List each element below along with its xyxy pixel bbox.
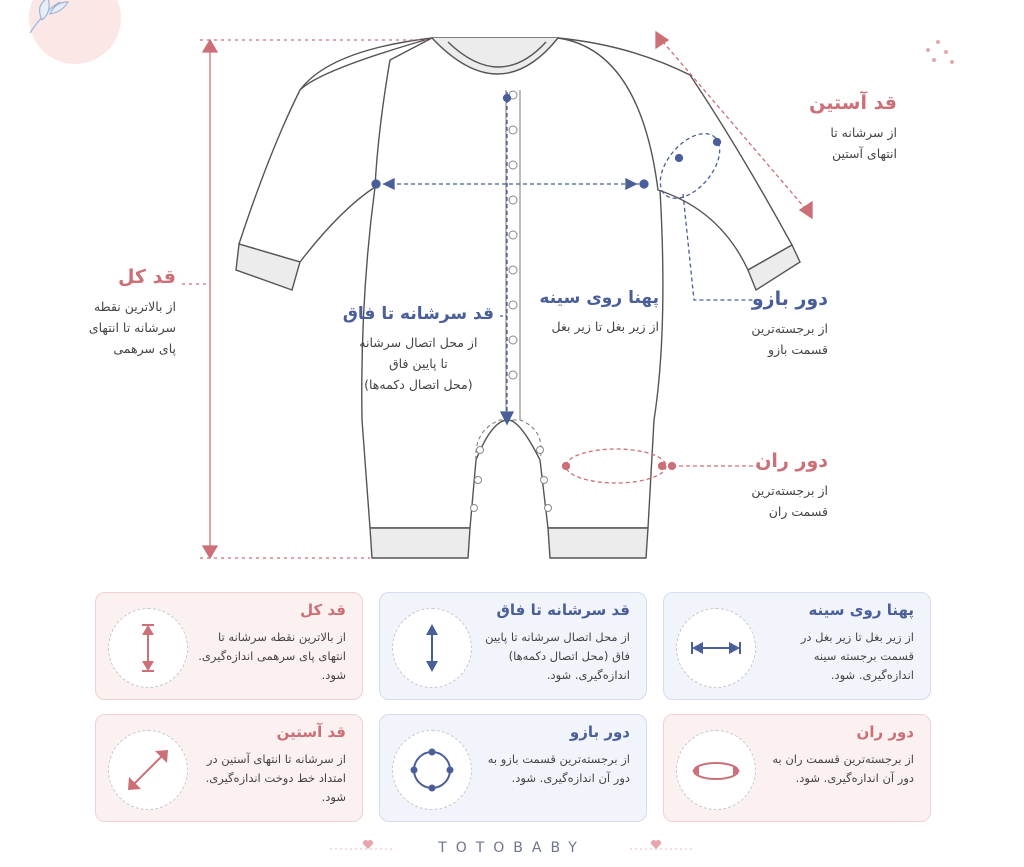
label-line: قسمت ران (768, 504, 828, 519)
card-title: پهنا روی سینه (808, 601, 914, 619)
circle-measure-icon (392, 730, 472, 810)
card-total-length (95, 592, 363, 700)
card-description: از برجسته‌ترین قسمت ران به دور آن اندازه‌گیری. شود. (772, 752, 914, 785)
card-description: از زیر بغل تا زیر بغل در قسمت برجسته سینه اندازه‌گیری. شود. (800, 630, 914, 682)
label-line: از برجسته‌ترین (751, 321, 828, 336)
label-thigh-circumference (751, 450, 828, 522)
label-line: از سرشانه تا (830, 125, 897, 140)
label-title: قد سرشانه تا فاق (342, 304, 494, 324)
label-title: قد کل (117, 266, 176, 288)
label-title: پهنا روی سینه (539, 288, 659, 308)
card-description: از محل اتصال سرشانه تا پایین فاق (محل اتصال دکمه‌ها) اندازه‌گیری. شود. (485, 630, 630, 682)
card-description: از سرشانه تا انتهای آستین در امتداد خط دوخت اندازه‌گیری. شود. (205, 752, 346, 804)
card-title: قد سرشانه تا فاق (496, 601, 630, 619)
horizontal-arrow-icon (676, 608, 756, 688)
label-chest-width (539, 288, 659, 337)
card-shoulder-to-crotch (379, 592, 647, 700)
label-line: از بالاترین نقطه (93, 299, 176, 314)
label-sleeve-length (809, 92, 897, 164)
label-line: از محل اتصال سرشانه (359, 335, 478, 350)
card-arm-circumference (379, 714, 647, 822)
card-sleeve-length (95, 714, 363, 822)
card-title: دور بازو (569, 723, 630, 741)
card-title: قد آستین (276, 723, 346, 741)
card-chest-width (663, 592, 931, 700)
label-arm-circumference (751, 288, 828, 360)
diagonal-arrow-icon (108, 730, 188, 810)
card-title: دور ران (856, 723, 914, 741)
romper-outline (239, 38, 792, 528)
card-description: از بالاترین نقطه سرشانه تا انتهای پای سرهمی اندازه‌گیری. شود. (198, 630, 346, 682)
label-title: قد آستین (809, 92, 897, 114)
label-line: از برجسته‌ترین (751, 483, 828, 498)
decor-dots (926, 40, 954, 64)
vertical-arrow-icon (108, 608, 188, 688)
brand-name: TOTOBABY (438, 840, 586, 856)
label-line: انتهای آستین (831, 146, 897, 161)
card-title: قد کل (300, 601, 346, 619)
card-thigh-circumference (663, 714, 931, 822)
label-line: (محل اتصال دکمه‌ها) (364, 377, 473, 392)
label-shoulder-to-crotch (343, 304, 494, 395)
label-line: تا پایین فاق (388, 356, 448, 371)
label-line: از زیر بغل تا زیر بغل (551, 319, 659, 334)
label-line: سرشانه تا انتهای (88, 320, 176, 335)
card-description: از برجسته‌ترین قسمت بازو به دور آن اندازه‌گیری. شود. (487, 752, 630, 785)
label-title: دور بازو (751, 288, 828, 310)
label-line: پای سرهمی (113, 341, 176, 356)
vertical-arrow-icon (392, 608, 472, 688)
label-line: قسمت بازو (768, 342, 828, 357)
ellipse-measure-icon (676, 730, 756, 810)
label-title: دور ران (755, 450, 828, 472)
label-total-length (89, 266, 176, 359)
